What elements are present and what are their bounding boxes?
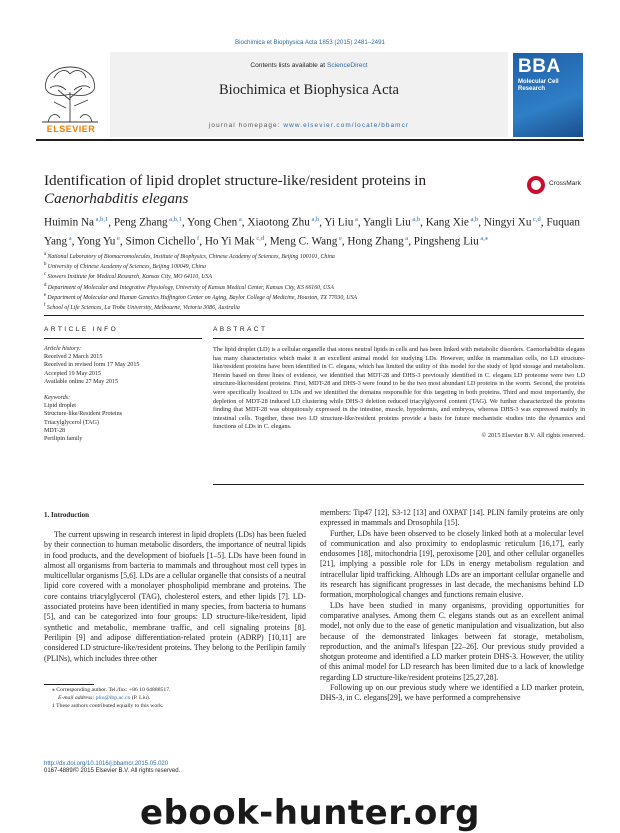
- journal-cover-thumbnail: [513, 53, 583, 137]
- keyword-list: [44, 402, 204, 443]
- crossmark-icon: [527, 176, 545, 194]
- intro-paragraph-4: LDs have been studied in many organisms, providing opportunities for comparative analyses. Among them C. elegans stands out as an excellent animal model, not only due to the ease of genetic manipulation and visualization, but also because of the demonstrated linkages between fat storage, metabolism, reproduction, and the animal's lifespan [22–26]. Our previous study provided a shotgun proteome and identified a LD marker protein DHS-3. However, the utility of this animal model for LD research has been limited due to a lack of knowledge regarding LD structure-like/resident proteins [25,27,28].: [320, 600, 584, 682]
- contents-line: [110, 62, 508, 69]
- author-name[interactable]: Simon Cichello: [125, 235, 196, 248]
- journal-citation[interactable]: Biochimica et Biophysica Acta 1853 (2015) 2481–2491: [235, 39, 385, 46]
- abstract-rule: [213, 338, 584, 339]
- author-separator: ,: [181, 216, 188, 229]
- author-separator: ,: [478, 216, 484, 229]
- cover-subtitle-line2: Research: [518, 86, 546, 92]
- journal-homepage: [110, 122, 508, 129]
- author-name[interactable]: Pingsheng Liu: [413, 235, 479, 248]
- homepage-prefix: journal homepage:: [208, 122, 284, 129]
- author-separator: ,: [540, 216, 547, 229]
- journal-name: Biochimica et Biophysica Acta: [219, 82, 399, 98]
- article-info-rule: [44, 338, 202, 339]
- abstract-end-rule: [213, 484, 584, 485]
- author-affiliation-marker[interactable]: e: [115, 234, 120, 242]
- author-name[interactable]: Xiaotong Zhu: [247, 216, 310, 229]
- footnote-rule: [44, 684, 94, 685]
- author-name[interactable]: Fuquan Yang: [44, 216, 580, 248]
- section-divider: [44, 315, 584, 316]
- cover-subtitle-line1: Molecular Cell: [518, 79, 559, 85]
- author-affiliation-marker[interactable]: a,b: [468, 216, 479, 223]
- author-name[interactable]: Peng Zhang: [113, 216, 168, 229]
- sciencedirect-link[interactable]: ScienceDirect: [326, 62, 368, 69]
- affiliation-item: $^b$ University of Chinese Academy of Sciences, Beijing 100049, China: [44, 262, 206, 271]
- affiliation-item: $^c$ Stowers Institute for Medical Research, Kansas City, MO 64110, USA: [44, 272, 213, 281]
- author-affiliation-marker[interactable]: a: [67, 234, 72, 242]
- history-item: Received 2 March 2015: [44, 354, 103, 361]
- author-separator: ,: [199, 235, 205, 248]
- article-title: [44, 172, 504, 208]
- affiliation-item: $^a$ National Laboratory of Biomacromolecules, Institute of Biophysics, Chinese Academy of Sciences, Beijing 100101, China: [44, 252, 335, 260]
- crossmark-badge[interactable]: [527, 176, 595, 196]
- history-item: Available online 27 May 2015: [44, 378, 119, 385]
- introduction-column-1: [44, 530, 306, 664]
- author-name[interactable]: Huimin Na: [44, 216, 95, 229]
- author-name[interactable]: Yangli Liu: [363, 216, 411, 229]
- keyword-item: MDT-28: [44, 427, 66, 434]
- author-separator: ,: [71, 235, 77, 248]
- author-name[interactable]: Kang Xie: [425, 216, 469, 229]
- author-affiliation-marker[interactable]: a,⁎: [478, 234, 489, 242]
- author-affiliation-marker[interactable]: a: [353, 216, 358, 223]
- abstract-copyright: © 2015 Elsevier B.V. All rights reserved.: [481, 431, 585, 439]
- crossmark-label: CrossMark: [549, 180, 581, 187]
- abstract-text: The lipid droplet (LD) is a cellular organelle that stores neutral lipids in cells and has been linked with metabolic disorders. Caenorhabditis elegans has many characteristics which make it an excellent animal model for studying LDs. However, unlike in mammalian cells, no LD structure-like/resident proteins have been identified in C. elegans, which has limited the utility of this model for the study of lipid storage and metabolism. Herein based on three lines of evidence, we identified that MDT-28 and DHS-3 previously identified in C. elegans LD proteome were two LD structure-like/resident proteins. First, MDT-28 and DHS-3 were found to be the two most abundant LD proteins in the worm. Second, the proteins were specifically localized to LDs and we identified the domains responsible for this targeting in both proteins. Third and most importantly, the depletion of MDT-28 induced LD clustering while DHS-3 deletion reduced triacylglycerol content (TAG). We further characterized the proteins finding that MDT-28 was ubiquitously expressed in the intestine, muscle, hypodermis, and embryos, whereas DHS-3 was expressed mainly in intestinal cells. Together, these two LD structure-like/resident proteins provide a basis for future mechanistic studies into the dynamics and functions of LDs in C. elegans.: [213, 346, 585, 431]
- keywords-label: Keywords:: [44, 395, 71, 402]
- elsevier-wordmark: ELSEVIER: [46, 124, 96, 134]
- equal-contribution-note: 1 These authors contributed equally to this work.: [52, 703, 164, 709]
- author-name[interactable]: Ho Yi Mak: [204, 235, 255, 248]
- article-info-body: [44, 345, 204, 443]
- article-title-line2: Caenorhabditis elegans: [44, 190, 189, 207]
- author-list: [44, 212, 596, 249]
- author-affiliation-marker[interactable]: a,b,1: [167, 216, 182, 223]
- issn-copyright: 0167-4889/© 2015 Elsevier B.V. All rights reserved.: [44, 768, 181, 774]
- keyword-item: Triacylglycerol (TAG): [44, 419, 99, 426]
- affiliation-item: $^d$ Department of Molecular and Integrative Physiology, University of Kansas Medical Center, Kansas City, KS 66160, USA: [44, 282, 334, 291]
- author-affiliation-marker[interactable]: a,b: [309, 216, 320, 223]
- history-list: [44, 353, 204, 386]
- author-separator: ,: [108, 216, 114, 229]
- intro-paragraph-5: Following up on our previous study where we identified a LD marker protein, DHS-3, in C. elegans[29], we have performed a comprehensive: [320, 683, 584, 703]
- homepage-link[interactable]: www.elsevier.com/locate/bbamcr: [283, 122, 410, 129]
- affiliation-list: [44, 251, 596, 312]
- author-affiliation-marker[interactable]: a: [403, 234, 409, 242]
- article-info-heading: ARTICLE INFO: [44, 326, 119, 333]
- email-suffix: (P. Liu).: [130, 695, 151, 701]
- author-affiliation-marker[interactable]: a,b: [410, 216, 421, 223]
- history-item: Accepted 19 May 2015: [44, 370, 102, 377]
- email-link[interactable]: pliu@ibp.ac.cn: [95, 695, 131, 701]
- author-separator: ,: [357, 216, 364, 229]
- author-affiliation-marker[interactable]: e: [337, 234, 342, 242]
- author-separator: ,: [119, 235, 126, 248]
- author-separator: ,: [408, 235, 414, 248]
- author-name[interactable]: Yong Yu: [76, 235, 116, 248]
- abstract-body: [213, 346, 585, 441]
- cover-subtitle: [518, 79, 559, 93]
- watermark-text: ebook-hunter.org: [139, 793, 481, 833]
- author-affiliation-marker[interactable]: a: [237, 216, 242, 223]
- intro-paragraph-3: Further, LDs have been observed to be closely linked both at a molecular level of communication and also proximity to endoplasmic reticulum [16,17], early endosomes [18], mitochondria [19], peroxisome [20], and other cellular organelles [21], implying a possible role for LDs in energy metabolism regulation and intracellular lipid trafficking. Although LDs are an important cellular organelle and its research has significant progresses in last decade, the mechanisms behind LD formation, morphological changes and functions remain elusive.: [320, 528, 584, 600]
- contents-prefix: Contents lists available at: [250, 62, 327, 69]
- author-name[interactable]: Meng C. Wang: [269, 235, 338, 248]
- history-item: Received in revised form 17 May 2015: [44, 362, 140, 369]
- introduction-column-2: [320, 508, 584, 704]
- keyword-item: Lipid droplet: [44, 403, 76, 410]
- article-title-line1: Identification of lipid droplet structure-like/resident proteins in: [44, 172, 427, 189]
- author-affiliation-marker[interactable]: c,d: [531, 216, 541, 223]
- keyword-item: Perilipin family: [44, 436, 83, 443]
- author-affiliation-marker[interactable]: f: [195, 234, 200, 242]
- author-separator: ,: [341, 235, 348, 248]
- email-note: [44, 694, 306, 702]
- intro-paragraph-1: The current upswing in research interest in lipid droplets (LDs) has been fueled by their connection to human metabolic disorders, the importance of neutral lipids in food products, and the development of biofuels [1–5]. LDs have been found in almost all organisms from bacteria to mammals and throughout most cell types in multicellular organisms [5,6]. LDs are a cellular organelle that consists of a neutral lipid core covered with a monolayer phospholipid membrane and proteins. The core contains triacylglycerol (TAG), cholesterol esters, and ether lipids [7]. LD-associated proteins have been identified in many species, from bacteria to humans [5], and can be categorized into four groups: LD structure-like/resident, lipid synthetic and metabolic, membrane traffic, and cell signaling proteins [8]. Perilipin [9] and adipose differentiation-related protein (ADRP) [10,11] are considered LD structure-like/resident proteins. They belong to the Perilipin family (PLINs), which includes three other: [44, 530, 306, 663]
- cover-title: BBA: [518, 56, 561, 77]
- elsevier-tree-logo: [36, 52, 104, 128]
- affiliation-item: $^e$ Department of Molecular and Human Genetics Huffington Center on Aging, Baylor College of Medicine, Houston, TX 77030, USA: [44, 292, 358, 301]
- introduction-heading: 1. Introduction: [44, 511, 89, 519]
- author-name[interactable]: Hong Zhang: [347, 235, 404, 248]
- author-separator: ,: [264, 235, 270, 248]
- author-separator: ,: [241, 216, 248, 229]
- header-divider: [36, 139, 584, 141]
- author-name[interactable]: Ningyi Xu: [483, 216, 532, 229]
- author-affiliation-marker[interactable]: c,d: [254, 234, 265, 242]
- intro-paragraph-2: members: Tip47 [12], S3-12 [13] and OXPAT [14]. PLIN family proteins are only expressed in mammals and Drosophila [15].: [320, 508, 584, 528]
- keyword-item: Structure-like/Resident Proteins: [44, 411, 123, 418]
- affiliation-item: $^f$ School of Life Sciences, La Trobe University, Melbourne, Victoria 3086, Australia: [44, 302, 240, 311]
- email-label: E-mail address:: [58, 695, 96, 701]
- footnotes: [44, 686, 306, 710]
- abstract-heading: ABSTRACT: [213, 326, 268, 333]
- author-name[interactable]: Yi Liu: [324, 216, 354, 229]
- doi-link[interactable]: http://dx.doi.org/10.1016/j.bbamcr.2015.05.020: [44, 761, 169, 767]
- author-separator: ,: [319, 216, 325, 229]
- corresponding-author-note: ⁎ Corresponding author. Tel./fax: +86 10 64888517.: [52, 687, 171, 693]
- author-separator: ,: [420, 216, 426, 229]
- author-affiliation-marker[interactable]: a,b,1: [94, 216, 109, 223]
- author-name[interactable]: Yong Chen: [187, 216, 238, 229]
- history-label: Article history:: [44, 346, 82, 352]
